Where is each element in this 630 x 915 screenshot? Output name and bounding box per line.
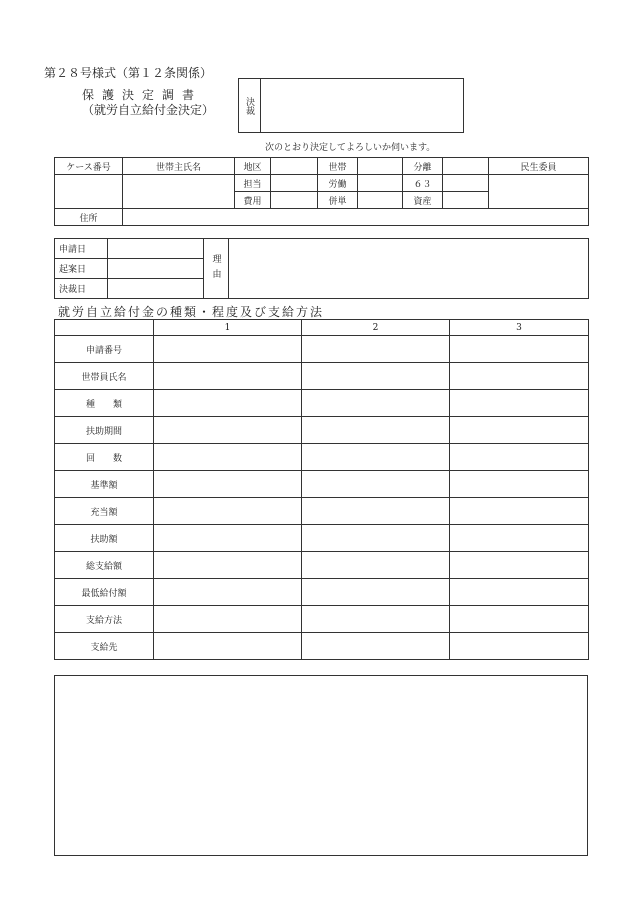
table-row bbox=[55, 390, 589, 417]
value-cell bbox=[154, 498, 302, 525]
value-cell bbox=[154, 363, 302, 390]
table-row bbox=[55, 498, 589, 525]
table-row bbox=[55, 417, 589, 444]
value-cell bbox=[154, 444, 302, 471]
row-label: 最低給付額 bbox=[55, 579, 154, 606]
value-cell bbox=[450, 633, 589, 660]
value-cell bbox=[154, 633, 302, 660]
household-value bbox=[358, 158, 403, 175]
table-row bbox=[55, 363, 589, 390]
row-label: 回 数 bbox=[55, 444, 154, 471]
section-heading: 就労自立給付金の種類・程度及び支給方法 bbox=[58, 305, 325, 319]
row-label: 申請番号 bbox=[55, 336, 154, 363]
table-row bbox=[55, 579, 589, 606]
value-cell bbox=[154, 552, 302, 579]
row-label: 世帯員氏名 bbox=[55, 363, 154, 390]
welfare-commissioner-label: 民生委員 bbox=[489, 158, 589, 175]
welfare-commissioner-value bbox=[489, 175, 589, 209]
value-cell bbox=[302, 390, 450, 417]
district-label: 地区 bbox=[235, 158, 271, 175]
value-cell bbox=[154, 606, 302, 633]
table-row bbox=[55, 336, 589, 363]
value-cell bbox=[450, 552, 589, 579]
value-cell bbox=[450, 471, 589, 498]
value-cell bbox=[302, 363, 450, 390]
table-row bbox=[55, 633, 589, 660]
address-label: 住所 bbox=[55, 209, 123, 226]
column-header: 2 bbox=[302, 320, 450, 336]
approval-label: 決裁 bbox=[239, 79, 261, 132]
value-cell bbox=[450, 417, 589, 444]
code-63-value bbox=[443, 175, 489, 192]
value-cell bbox=[302, 552, 450, 579]
householder-name-value bbox=[123, 175, 235, 209]
payment-table bbox=[54, 319, 589, 660]
drafting-date-label: 起案日 bbox=[55, 259, 108, 279]
document-subtitle: （就労自立給付金決定） bbox=[82, 103, 215, 117]
value-cell bbox=[302, 525, 450, 552]
application-date-value bbox=[108, 239, 204, 259]
case-info-table bbox=[54, 157, 589, 226]
labor-value bbox=[358, 175, 403, 192]
value-cell bbox=[302, 633, 450, 660]
form-number: 第２８号様式（第１２条関係） bbox=[44, 66, 213, 80]
value-cell bbox=[154, 336, 302, 363]
value-cell bbox=[450, 498, 589, 525]
value-cell bbox=[154, 525, 302, 552]
value-cell bbox=[450, 444, 589, 471]
table-row bbox=[55, 444, 589, 471]
value-cell bbox=[154, 579, 302, 606]
value-cell bbox=[302, 471, 450, 498]
document-title: 保護決定調書 bbox=[82, 88, 203, 102]
in-charge-value bbox=[271, 175, 318, 192]
value-cell bbox=[450, 390, 589, 417]
dates-table bbox=[54, 238, 589, 299]
notes-box bbox=[54, 675, 588, 856]
cost-value bbox=[271, 192, 318, 209]
row-label: 支給方法 bbox=[55, 606, 154, 633]
value-cell bbox=[302, 579, 450, 606]
row-label: 充当額 bbox=[55, 498, 154, 525]
district-value bbox=[271, 158, 318, 175]
approval-box bbox=[238, 78, 464, 133]
cost-label: 費用 bbox=[235, 192, 271, 209]
table-row bbox=[55, 606, 589, 633]
value-cell bbox=[450, 525, 589, 552]
combined-label: 併単 bbox=[318, 192, 358, 209]
corner-cell bbox=[55, 320, 154, 336]
code-63-label: ６３ bbox=[403, 175, 443, 192]
value-cell bbox=[302, 444, 450, 471]
address-value bbox=[123, 209, 589, 226]
classification-value bbox=[443, 158, 489, 175]
value-cell bbox=[302, 336, 450, 363]
row-label: 種 類 bbox=[55, 390, 154, 417]
reason-label: 理由 bbox=[204, 239, 229, 299]
value-cell bbox=[450, 336, 589, 363]
value-cell bbox=[450, 579, 589, 606]
case-number-label: ケース番号 bbox=[55, 158, 123, 175]
value-cell bbox=[302, 417, 450, 444]
value-cell bbox=[302, 606, 450, 633]
reason-value bbox=[229, 239, 589, 299]
value-cell bbox=[450, 363, 589, 390]
table-row bbox=[55, 525, 589, 552]
value-cell bbox=[450, 606, 589, 633]
application-date-label: 申請日 bbox=[55, 239, 108, 259]
combined-value bbox=[358, 192, 403, 209]
row-label: 基準額 bbox=[55, 471, 154, 498]
row-label: 支給先 bbox=[55, 633, 154, 660]
approval-date-value bbox=[108, 279, 204, 299]
row-label: 総支給額 bbox=[55, 552, 154, 579]
householder-name-label: 世帯主氏名 bbox=[123, 158, 235, 175]
table-row bbox=[55, 552, 589, 579]
value-cell bbox=[154, 390, 302, 417]
labor-label: 労働 bbox=[318, 175, 358, 192]
value-cell bbox=[154, 417, 302, 444]
case-number-value bbox=[55, 175, 123, 209]
row-label: 扶助額 bbox=[55, 525, 154, 552]
approval-note: 次のとおり決定してよろしいか伺います。 bbox=[265, 143, 436, 153]
value-cell bbox=[154, 471, 302, 498]
in-charge-label: 担当 bbox=[235, 175, 271, 192]
value-cell bbox=[302, 498, 450, 525]
assets-value bbox=[443, 192, 489, 209]
assets-label: 資産 bbox=[403, 192, 443, 209]
row-label: 扶助期間 bbox=[55, 417, 154, 444]
table-row bbox=[55, 471, 589, 498]
column-header: 1 bbox=[154, 320, 302, 336]
household-label: 世帯 bbox=[318, 158, 358, 175]
drafting-date-value bbox=[108, 259, 204, 279]
column-header: 3 bbox=[450, 320, 589, 336]
classification-label: 分離 bbox=[403, 158, 443, 175]
approval-date-label: 決裁日 bbox=[55, 279, 108, 299]
